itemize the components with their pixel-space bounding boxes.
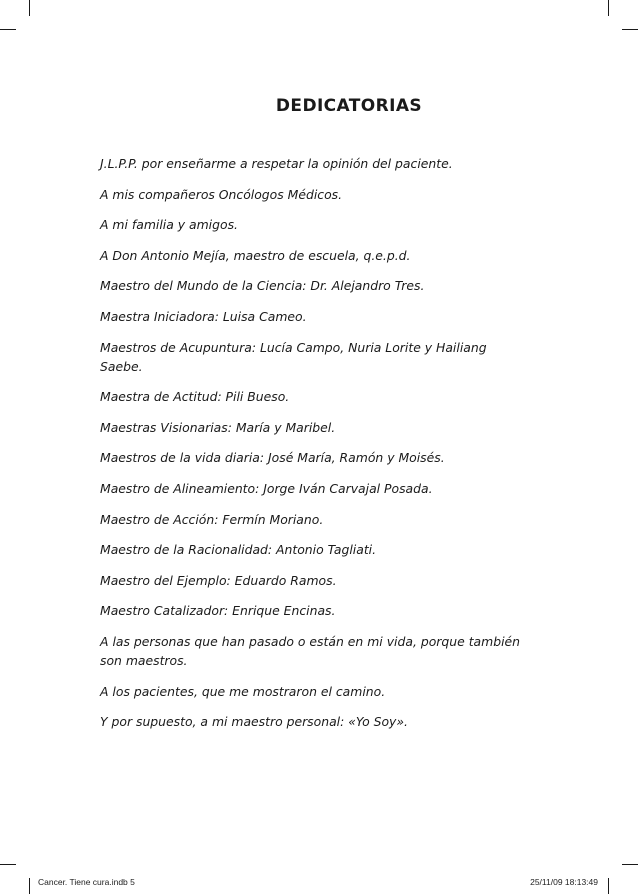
page-title: DEDICATORIAS (275, 96, 423, 116)
crop-mark-top-right-horizontal (622, 29, 638, 30)
dedication-item: Maestro del Mundo de la Ciencia: Dr. Alejandro Tres. (100, 278, 425, 294)
dedication-item: Maestras Visionarias: María y Maribel. (100, 419, 336, 435)
dedication-item: Y por supuesto, a mi maestro personal: «Yo Soy». (100, 714, 408, 730)
dedication-item: Maestro de la Racionalidad: Antonio Tagliati. (100, 542, 377, 558)
crop-mark-top-left-vertical (29, 0, 30, 16)
dedication-item: Maestra Iniciadora: Luisa Cameo. (100, 308, 307, 324)
print-slug-timestamp: 25/11/09 18:13:49 (530, 877, 598, 887)
dedication-item: Maestro del Ejemplo: Eduardo Ramos. (100, 572, 337, 588)
crop-mark-bottom-right-horizontal (622, 864, 638, 865)
dedication-item: A mis compañeros Oncólogos Médicos. (100, 186, 343, 202)
dedication-item: J.L.P.P. por enseñarme a respetar la opinión del paciente. (100, 156, 453, 171)
dedication-item: A los pacientes, que me mostraron el camino. (100, 683, 386, 699)
dedication-item: Maestro de Acción: Fermín Moriano. (100, 511, 324, 527)
dedication-item: Maestro de Alineamiento: Jorge Iván Carvajal Posada. (100, 480, 433, 496)
dedication-item: Maestros de Acupuntura: Lucía Campo, Nuria Lorite y Hailiang Saebe. (100, 339, 487, 374)
dedication-item: A mi familia y amigos. (100, 217, 238, 233)
dedication-item: Maestros de la vida diaria: José María, Ramón y Moisés. (100, 450, 445, 466)
dedication-list (100, 154, 520, 731)
crop-mark-bottom-right-vertical (608, 878, 609, 894)
crop-mark-top-left-horizontal (0, 29, 16, 30)
dedication-item: A las personas que han pasado o están en mi vida, porque también son maestros. (100, 633, 520, 668)
crop-mark-bottom-left-vertical (29, 878, 30, 894)
crop-mark-bottom-left-horizontal (0, 864, 16, 865)
dedication-item: Maestro Catalizador: Enrique Encinas. (100, 603, 336, 619)
dedication-item: Maestra de Actitud: Pili Bueso. (100, 389, 290, 405)
crop-mark-top-right-vertical (608, 0, 609, 16)
print-slug-filename: Cancer. Tiene cura.indb 5 (38, 877, 135, 887)
dedication-item: A Don Antonio Mejía, maestro de escuela, q.e.p.d. (100, 247, 411, 263)
